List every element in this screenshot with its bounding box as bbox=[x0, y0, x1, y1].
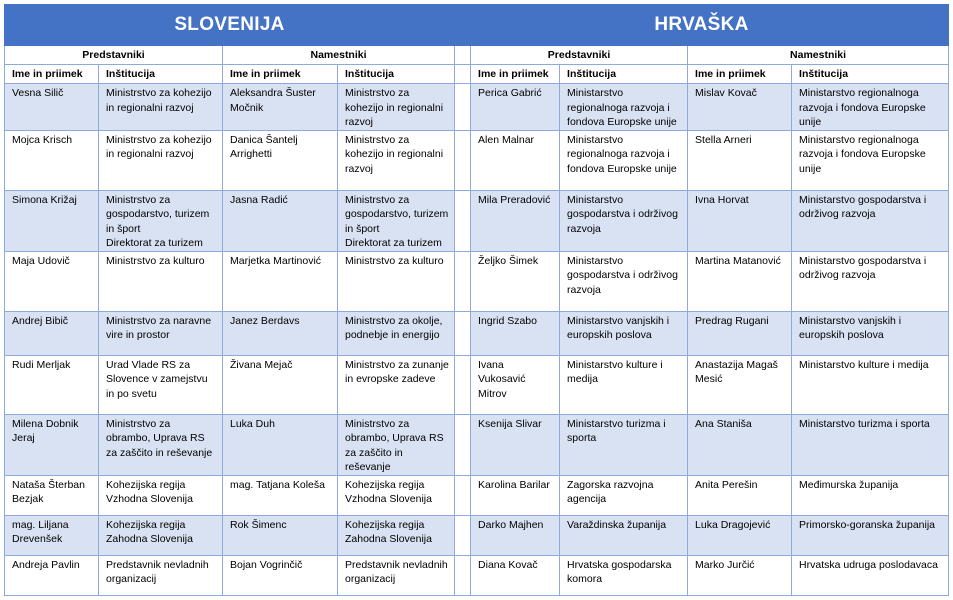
si-representative-name: Vesna Silič bbox=[5, 84, 99, 131]
si-representative-institution: Urad Vlade RS za Slovence v zamejstvu in po svetu bbox=[99, 355, 223, 414]
si-deputy-name: Rok Šimenc bbox=[223, 515, 338, 555]
hr-representative-institution: Ministarstvo regionalnoga razvoja i fondova Europske unije bbox=[560, 130, 688, 190]
hr-deputy-name: Anita Perešin bbox=[688, 475, 792, 515]
si-representative-institution: Ministrstvo za kohezijo in regionalni razvoj bbox=[99, 84, 223, 131]
hr-deputy-name: Predrag Rugani bbox=[688, 311, 792, 355]
hr-deputy-name: Stella Arneri bbox=[688, 130, 792, 190]
members-table bbox=[4, 4, 949, 596]
hr-deputy-institution: Primorsko-goranska županija bbox=[792, 515, 949, 555]
hr-representatives-header: Predstavniki bbox=[471, 46, 688, 65]
si-deputies-header: Namestniki bbox=[223, 46, 455, 65]
hr-deputy-name: Luka Dragojević bbox=[688, 515, 792, 555]
title-row bbox=[5, 5, 949, 46]
si-representative-name: mag. Liljana Drevenšek bbox=[5, 515, 99, 555]
si-representative-institution: Predstavnik nevladnih organizacij bbox=[99, 555, 223, 595]
si-deputy-institution: Ministrstvo za okolje, podnebje in energijo bbox=[338, 311, 455, 355]
table-row bbox=[5, 515, 949, 555]
table-row bbox=[5, 475, 949, 515]
hr-representative-institution: Zagorska razvojna agencija bbox=[560, 475, 688, 515]
hr-deputy-institution: Međimurska županija bbox=[792, 475, 949, 515]
si-representative-institution: Kohezijska regija Vzhodna Slovenija bbox=[99, 475, 223, 515]
hr-deputy-institution: Ministarstvo vanjskih i europskih poslova bbox=[792, 311, 949, 355]
si-deputy-name: Jasna Radić bbox=[223, 190, 338, 251]
hr-rep-name-header: Ime in priimek bbox=[471, 65, 560, 84]
column-gap bbox=[455, 251, 471, 311]
si-representative-institution: Ministrstvo za kohezijo in regionalni razvoj bbox=[99, 130, 223, 190]
hr-representative-institution: Ministarstvo gospodarstva i održivog razvoja bbox=[560, 190, 688, 251]
hr-deputy-institution: Ministarstvo gospodarstva i održivog razvoja bbox=[792, 251, 949, 311]
si-representative-name: Andrej Bibič bbox=[5, 311, 99, 355]
hr-representative-name: Alen Malnar bbox=[471, 130, 560, 190]
si-deputy-institution: Kohezijska regija Vzhodna Slovenija bbox=[338, 475, 455, 515]
si-deputy-institution: Ministrstvo za gospodarstvo, turizem in šport Direktorat za turizem bbox=[338, 190, 455, 251]
group-header-row bbox=[5, 46, 949, 65]
si-dep-inst-header: Inštitucija bbox=[338, 65, 455, 84]
column-gap bbox=[455, 515, 471, 555]
table-row bbox=[5, 414, 949, 475]
si-rep-inst-header: Inštitucija bbox=[99, 65, 223, 84]
si-representative-name: Maja Udovič bbox=[5, 251, 99, 311]
hr-dep-name-header: Ime in priimek bbox=[688, 65, 792, 84]
hr-dep-inst-header: Inštitucija bbox=[792, 65, 949, 84]
si-deputy-name: Danica Šantelj Arrighetti bbox=[223, 130, 338, 190]
si-deputy-name: Luka Duh bbox=[223, 414, 338, 475]
hr-representative-name: Mila Preradović bbox=[471, 190, 560, 251]
si-deputy-name: Živana Mejač bbox=[223, 355, 338, 414]
si-deputy-institution: Ministrstvo za obrambo, Uprava RS za zaščito in reševanje bbox=[338, 414, 455, 475]
si-representative-name: Nataša Šterban Bezjak bbox=[5, 475, 99, 515]
column-gap bbox=[455, 65, 471, 84]
si-rep-name-header: Ime in priimek bbox=[5, 65, 99, 84]
si-representatives-header: Predstavniki bbox=[5, 46, 223, 65]
hr-representative-name: Karolina Barilar bbox=[471, 475, 560, 515]
si-representative-name: Rudi Merljak bbox=[5, 355, 99, 414]
si-representative-name: Mojca Krisch bbox=[5, 130, 99, 190]
hr-deputy-institution: Ministarstvo turizma i sporta bbox=[792, 414, 949, 475]
si-deputy-institution: Kohezijska regija Zahodna Slovenija bbox=[338, 515, 455, 555]
si-representative-institution: Kohezijska regija Zahodna Slovenija bbox=[99, 515, 223, 555]
si-representative-institution: Ministrstvo za obrambo, Uprava RS za zaščito in reševanje bbox=[99, 414, 223, 475]
hr-representative-name: Perica Gabrić bbox=[471, 84, 560, 131]
hr-deputy-institution: Ministarstvo regionalnoga razvoja i fondova Europske unije bbox=[792, 84, 949, 131]
column-gap bbox=[455, 84, 471, 131]
hr-representative-name: Diana Kovač bbox=[471, 555, 560, 595]
hr-representative-name: Ksenija Slivar bbox=[471, 414, 560, 475]
hr-representative-institution: Ministarstvo regionalnoga razvoja i fondova Europske unije bbox=[560, 84, 688, 131]
hr-representative-institution: Varaždinska županija bbox=[560, 515, 688, 555]
hr-rep-inst-header: Inštitucija bbox=[560, 65, 688, 84]
si-deputy-name: Bojan Vogrinčič bbox=[223, 555, 338, 595]
si-dep-name-header: Ime in priimek bbox=[223, 65, 338, 84]
hr-representative-institution: Ministarstvo kulture i medija bbox=[560, 355, 688, 414]
table-row bbox=[5, 190, 949, 251]
si-representative-institution: Ministrstvo za naravne vire in prostor bbox=[99, 311, 223, 355]
si-deputy-institution: Ministrstvo za kohezijo in regionalni razvoj bbox=[338, 130, 455, 190]
slovenia-title: SLOVENIJA bbox=[5, 5, 455, 46]
si-representative-name: Simona Križaj bbox=[5, 190, 99, 251]
hr-deputy-institution: Hrvatska udruga poslodavaca bbox=[792, 555, 949, 595]
column-gap bbox=[455, 130, 471, 190]
si-deputy-name: Janez Berdavs bbox=[223, 311, 338, 355]
hr-representative-name: Željko Šimek bbox=[471, 251, 560, 311]
table-row bbox=[5, 311, 949, 355]
table-row bbox=[5, 355, 949, 414]
hr-deputy-institution: Ministarstvo regionalnoga razvoja i fondova Europske unije bbox=[792, 130, 949, 190]
si-representative-name: Andreja Pavlin bbox=[5, 555, 99, 595]
hr-representative-name: Ingrid Szabo bbox=[471, 311, 560, 355]
hr-deputy-name: Mislav Kovač bbox=[688, 84, 792, 131]
hr-deputy-name: Ana Staniša bbox=[688, 414, 792, 475]
table-row bbox=[5, 130, 949, 190]
croatia-title: HRVAŠKA bbox=[455, 5, 949, 46]
si-deputy-name: Aleksandra Šuster Močnik bbox=[223, 84, 338, 131]
column-gap bbox=[455, 190, 471, 251]
column-gap bbox=[455, 414, 471, 475]
hr-deputy-institution: Ministarstvo gospodarstva i održivog razvoja bbox=[792, 190, 949, 251]
hr-deputy-name: Anastazija Magaš Mesić bbox=[688, 355, 792, 414]
hr-representative-name: Ivana Vukosavić Mitrov bbox=[471, 355, 560, 414]
si-deputy-name: mag. Tatjana Koleša bbox=[223, 475, 338, 515]
members-sheet bbox=[4, 4, 948, 596]
hr-representative-institution: Hrvatska gospodarska komora bbox=[560, 555, 688, 595]
hr-deputy-name: Ivna Horvat bbox=[688, 190, 792, 251]
column-gap bbox=[455, 555, 471, 595]
hr-representative-name: Darko Majhen bbox=[471, 515, 560, 555]
table-row bbox=[5, 555, 949, 595]
si-deputy-institution: Ministrstvo za kohezijo in regionalni razvoj bbox=[338, 84, 455, 131]
hr-representative-institution: Ministarstvo vanjskih i europskih poslova bbox=[560, 311, 688, 355]
column-gap bbox=[455, 46, 471, 65]
table-row bbox=[5, 84, 949, 131]
si-representative-institution: Ministrstvo za gospodarstvo, turizem in šport Direktorat za turizem bbox=[99, 190, 223, 251]
hr-deputy-institution: Ministarstvo kulture i medija bbox=[792, 355, 949, 414]
si-representative-name: Milena Dobnik Jeraj bbox=[5, 414, 99, 475]
hr-deputy-name: Martina Matanović bbox=[688, 251, 792, 311]
column-gap bbox=[455, 311, 471, 355]
si-deputy-institution: Ministrstvo za kulturo bbox=[338, 251, 455, 311]
column-gap bbox=[455, 475, 471, 515]
hr-deputy-name: Marko Jurčić bbox=[688, 555, 792, 595]
table-row bbox=[5, 251, 949, 311]
hr-deputies-header: Namestniki bbox=[688, 46, 949, 65]
column-header-row bbox=[5, 65, 949, 84]
si-representative-institution: Ministrstvo za kulturo bbox=[99, 251, 223, 311]
si-deputy-institution: Predstavnik nevladnih organizacij bbox=[338, 555, 455, 595]
column-gap bbox=[455, 355, 471, 414]
si-deputy-institution: Ministrstvo za zunanje in evropske zadeve bbox=[338, 355, 455, 414]
hr-representative-institution: Ministarstvo turizma i sporta bbox=[560, 414, 688, 475]
si-deputy-name: Marjetka Martinović bbox=[223, 251, 338, 311]
hr-representative-institution: Ministarstvo gospodarstva i održivog razvoja bbox=[560, 251, 688, 311]
